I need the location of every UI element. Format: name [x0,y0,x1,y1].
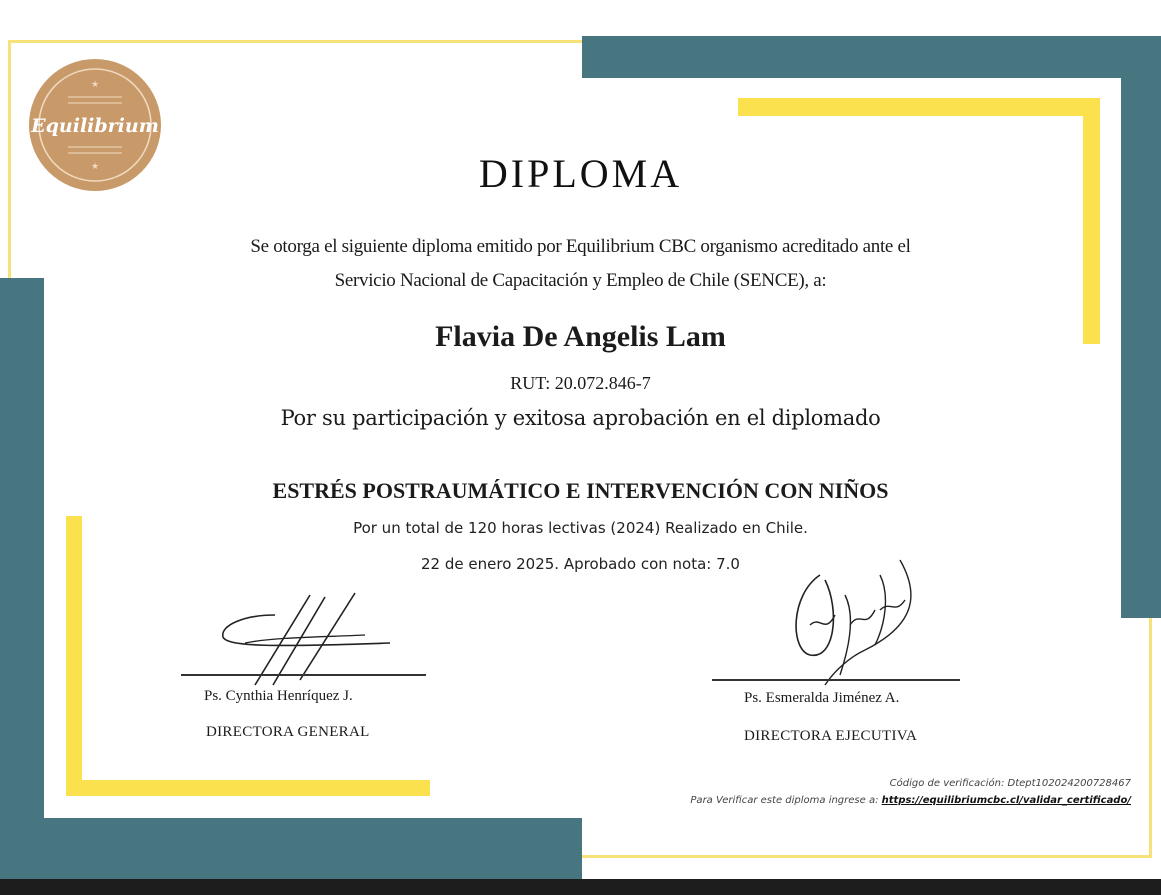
signature-right [780,555,930,690]
verification-prefix: Para Verificar este diploma ingrese a: [690,795,882,806]
svg-text:★: ★ [90,162,100,172]
recipient-name: Flavia De Angelis Lam [435,320,726,353]
recipient-rut: RUT: 20.072.846-7 [510,373,651,393]
signatory-role-left: DIRECTORA GENERAL [206,724,370,740]
signatory-name-left: Ps. Cynthia Henríquez J. [204,688,353,704]
signature-line-right [712,679,960,681]
svg-text:★: ★ [90,80,100,90]
verification-code: Código de verificación: Dtept102024200728467 [889,778,1131,789]
logo-text: Equilibrium [31,115,159,137]
signatory-name-right: Ps. Esmeralda Jiménez A. [744,690,900,706]
signature-line-left [181,674,426,676]
signatory-role-right: DIRECTORA EJECUTIVA [744,728,918,744]
verification-link[interactable]: https://equilibriumcbc.cl/validar_certificado/ [881,795,1131,806]
bottom-bar [0,879,1161,895]
yellow-accent-top [738,98,1100,116]
intro-line-1: Se otorga el siguiente diploma emitido por Equilibrium CBC organismo acreditado ante el [250,236,911,257]
course-hours: Por un total de 120 horas lectivas (2024) Realizado en Chile. [353,519,808,537]
intro-line-2: Servicio Nacional de Capacitación y Empleo de Chile (SENCE), a: [334,270,827,291]
approval-date: 22 de enero 2025. Aprobado con nota: 7.0 [421,555,740,573]
course-title: ESTRÉS POSTRAUMÁTICO E INTERVENCIÓN CON NIÑOS [272,478,889,503]
yellow-accent-right [1083,98,1100,344]
verification-instructions [690,795,1131,806]
yellow-accent-bottom [66,780,430,796]
teal-corner-top-right [582,36,1161,78]
diploma-title: DIPLOMA [478,151,683,196]
teal-band-left [0,278,44,895]
participation-text: Por su participación y exitosa aprobación en el diplomado [280,406,881,430]
